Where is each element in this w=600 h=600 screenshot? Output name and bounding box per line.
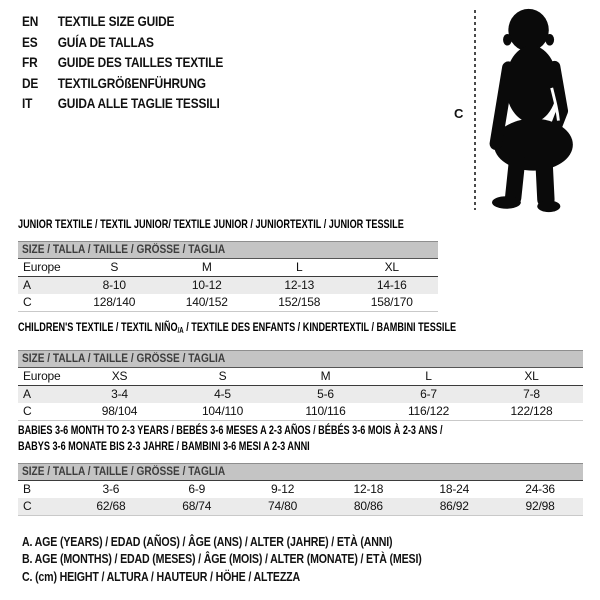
row-label-cell: C xyxy=(23,404,32,418)
row-label-cell: A xyxy=(18,386,68,404)
size-cell: XL xyxy=(346,259,439,277)
value-cell: 6-9 xyxy=(188,482,206,496)
value-cell: 74/80 xyxy=(240,498,326,516)
value-cell: 14-16 xyxy=(346,277,439,295)
lang-text: GUÍA DE TALLAS xyxy=(57,33,154,50)
lang-code: DE xyxy=(22,74,39,91)
toddler-silhouette-icon xyxy=(482,7,579,214)
lang-row-es xyxy=(22,34,259,55)
value-cell: 4-5 xyxy=(171,386,274,404)
value-cell: 122/128 xyxy=(510,404,553,418)
value-cell: 18-24 xyxy=(439,482,470,496)
children-size-table xyxy=(18,350,583,421)
value-cell: 10-12 xyxy=(161,277,254,295)
table-title: JUNIOR TEXTILE / TEXTIL JUNIOR/ TEXTILE JUNIOR / JUNIORTEXTIL / JUNIOR TESSILE xyxy=(18,217,404,231)
lang-text: TEXTILE SIZE GUIDE xyxy=(57,13,175,29)
babies-textile-section xyxy=(18,422,583,516)
junior-size-table xyxy=(18,241,438,312)
table-row xyxy=(18,498,583,516)
babies-size-table xyxy=(18,463,583,516)
value-cell: 104/110 xyxy=(201,404,244,418)
size-cell: M xyxy=(161,259,254,277)
junior-textile-section xyxy=(18,218,438,312)
table-row xyxy=(18,294,438,312)
row-label-cell: Europe xyxy=(18,259,68,277)
title-subscript: /A xyxy=(177,326,184,335)
value-cell: 140/152 xyxy=(185,295,228,309)
height-label: C xyxy=(454,106,464,121)
value-cell: 116/122 xyxy=(407,404,450,418)
lang-row-de xyxy=(22,75,259,96)
value-cell: 5-6 xyxy=(274,386,377,404)
size-header-bar: SIZE / TALLA / TAILLE / GRÖSSE / TAGLIA xyxy=(18,464,583,481)
value-cell: 110/116 xyxy=(305,404,346,418)
table-title: BABIES 3-6 MONTH TO 2-3 YEARS / BEBÉS 3-6 MESES A 2-3 AÑOS / BÉBÉS 3-6 MOIS À 2-3 ANS / BABYS 3-6 MONATE BIS 2-3 JAHRE / BAMBINI 3-6 MESI A 2-3 ANNI xyxy=(18,423,443,453)
row-label-cell: Europe xyxy=(18,368,68,386)
value-cell: 80/86 xyxy=(325,498,411,516)
size-cell: M xyxy=(274,368,377,386)
value-cell: 8-10 xyxy=(68,277,161,295)
value-cell: 9-12 xyxy=(270,482,295,496)
lang-code: ES xyxy=(22,33,38,50)
note-line-c: C. (cm) HEIGHT / ALTURA / HAUTEUR / HÖHE / ALTEZZA xyxy=(22,569,300,584)
value-cell: 152/158 xyxy=(278,295,321,309)
row-label-cell: C xyxy=(23,295,32,309)
size-cell: S xyxy=(68,259,161,277)
size-cell: L xyxy=(253,259,346,277)
size-cell: L xyxy=(377,368,480,386)
row-label-cell: B xyxy=(23,482,31,496)
table-row xyxy=(18,481,583,499)
lang-code: IT xyxy=(22,95,33,111)
value-cell: 3-6 xyxy=(102,482,120,496)
value-cell: 3-4 xyxy=(68,386,171,404)
size-header-bar: SIZE / TALLA / TAILLE / GRÖSSE / TAGLIA xyxy=(18,351,583,368)
lang-text: GUIDA ALLE TAGLIE TESSILI xyxy=(57,95,220,111)
table-row xyxy=(18,368,583,386)
lang-text: TEXTILGRÖßENFÜHRUNG xyxy=(57,74,206,91)
table-title: CHILDREN'S TEXTILE / TEXTIL NIÑO/A / TEXTILE DES ENFANTS / KINDERTEXTIL / BAMBINI TESSILE xyxy=(18,320,457,335)
row-label-cell: A xyxy=(18,277,68,295)
lang-code: EN xyxy=(22,13,39,29)
size-header-bar: SIZE / TALLA / TAILLE / GRÖSSE / TAGLIA xyxy=(18,242,438,259)
value-cell: 68/74 xyxy=(154,498,240,516)
table-row xyxy=(18,403,583,421)
childrens-textile-section xyxy=(18,321,583,421)
value-cell: 12-18 xyxy=(353,482,384,496)
lang-row-fr xyxy=(22,54,259,75)
value-cell: 24-36 xyxy=(525,482,555,496)
lang-code: FR xyxy=(22,54,38,70)
row-label-cell: C xyxy=(18,498,68,516)
lang-text: GUIDE DES TAILLES TEXTILE xyxy=(57,54,224,70)
value-cell: 6-7 xyxy=(377,386,480,404)
note-line-b: B. AGE (MONTHS) / EDAD (MESES) / ÂGE (MOIS) / ALTER (MONATE) / ETÀ (MESI) xyxy=(22,552,422,567)
lang-row-it xyxy=(22,95,259,116)
value-cell: 92/98 xyxy=(497,498,583,516)
value-cell: 7-8 xyxy=(480,386,583,404)
table-row xyxy=(18,259,438,277)
value-cell: 62/68 xyxy=(68,498,154,516)
size-cell: XS xyxy=(68,368,171,386)
table-row xyxy=(18,277,438,295)
value-cell: 12-13 xyxy=(253,277,346,295)
value-cell: 86/92 xyxy=(411,498,497,516)
legend-notes xyxy=(22,535,492,587)
value-cell: 158/170 xyxy=(370,295,413,309)
value-cell: 98/104 xyxy=(101,404,138,418)
size-cell: S xyxy=(171,368,274,386)
lang-row-en xyxy=(22,13,259,34)
language-guide-header xyxy=(22,13,259,116)
table-row xyxy=(18,386,583,404)
value-cell: 128/140 xyxy=(93,295,136,309)
note-line-a: A. AGE (YEARS) / EDAD (AÑOS) / ÂGE (ANS) / ALTER (JAHRE) / ETÀ (ANNI) xyxy=(22,535,393,549)
size-cell: XL xyxy=(480,368,583,386)
height-dashed-line xyxy=(474,10,476,210)
